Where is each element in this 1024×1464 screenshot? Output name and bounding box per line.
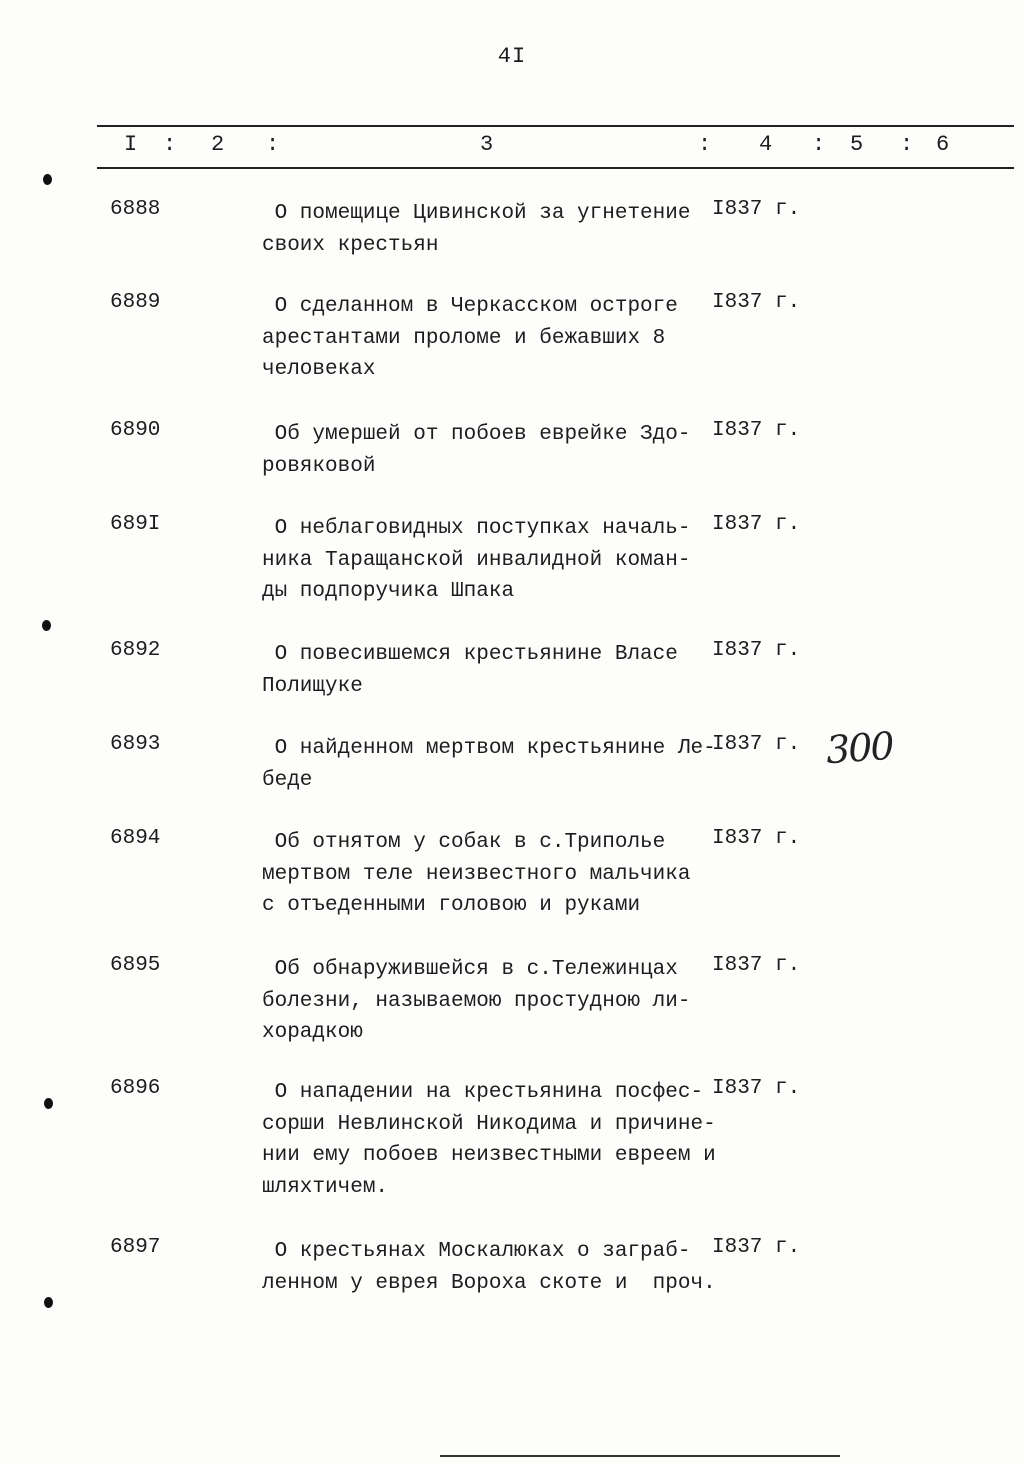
column-header-6: 6: [936, 132, 950, 157]
column-header-3: 3: [480, 132, 494, 157]
entry-description: Об отнятом у собак в с.Триполье мертвом теле неизвестного мальчика с отъеденными головою и руками: [262, 831, 691, 917]
entry-number: 6890: [110, 419, 161, 442]
punch-hole-mark: [44, 1098, 53, 1109]
page-number: 4I: [497, 44, 527, 69]
entry-description: О повесившемся крестьянине Власе Полищуке: [262, 643, 678, 698]
entry-year: I837 г.: [712, 291, 801, 314]
punch-hole-mark: [42, 620, 51, 631]
entry-year: I837 г.: [712, 827, 801, 850]
entry-description: О найденном мертвом крестьянине Ле- беде: [262, 737, 716, 792]
entry-number: 689I: [110, 513, 161, 536]
column-separator: :: [698, 132, 712, 157]
entry-year: I837 г.: [712, 513, 801, 536]
handwritten-annotation: 300: [824, 723, 894, 773]
punch-hole-mark: [43, 174, 52, 185]
column-separator: :: [812, 132, 826, 157]
column-separator: :: [163, 132, 177, 157]
entry-description: О нападении на крестьянина посфес- сорши Невлинской Никодима и причине- нии ему побоев неизвестными евреем и шляхтичем.: [262, 1081, 716, 1199]
entry-number: 6888: [110, 198, 161, 221]
entry-number: 6894: [110, 827, 161, 850]
entry-number: 6896: [110, 1077, 161, 1100]
entry-year: I837 г.: [712, 1236, 801, 1259]
entry-number: 6895: [110, 954, 161, 977]
entry-description: О сделанном в Черкасском остроге арестантами проломе и бежавших 8 человеках: [262, 295, 678, 381]
entry-year: I837 г.: [712, 954, 801, 977]
entry-year: I837 г.: [712, 1077, 801, 1100]
entry-description: Об обнаружившейся в с.Тележинцах болезни, называемою простудною ли- хорадкою: [262, 958, 691, 1044]
column-separator: :: [900, 132, 914, 157]
column-header-5: 5: [850, 132, 864, 157]
entry-year: I837 г.: [712, 198, 801, 221]
column-separator: :: [266, 132, 280, 157]
column-header-row: [0, 132, 1024, 160]
entry-year: I837 г.: [712, 419, 801, 442]
footer-rule: [440, 1455, 840, 1457]
column-header-4: 4: [759, 132, 773, 157]
entry-description: Об умершей от побоев еврейке Здо- ровяковой: [262, 423, 691, 478]
entry-number: 6893: [110, 733, 161, 756]
header-rule-bottom: [97, 167, 1014, 169]
entry-year: I837 г.: [712, 639, 801, 662]
column-header-2: 2: [211, 132, 225, 157]
punch-hole-mark: [44, 1297, 53, 1308]
entry-description: О крестьянах Москалюках о заграб- ленном у еврея Вороха скоте и проч.: [262, 1240, 716, 1295]
entry-description: О помещице Цивинской за угнетение своих крестьян: [262, 202, 691, 257]
entry-number: 6892: [110, 639, 161, 662]
entry-number: 6897: [110, 1236, 161, 1259]
column-header-1: I: [124, 132, 138, 157]
entry-year: I837 г.: [712, 733, 801, 756]
entry-number: 6889: [110, 291, 161, 314]
entry-description: О неблаговидных поступках началь- ника Таращанской инвалидной коман- ды подпоручика Шпака: [262, 517, 691, 603]
header-rule-top: [97, 125, 1014, 127]
